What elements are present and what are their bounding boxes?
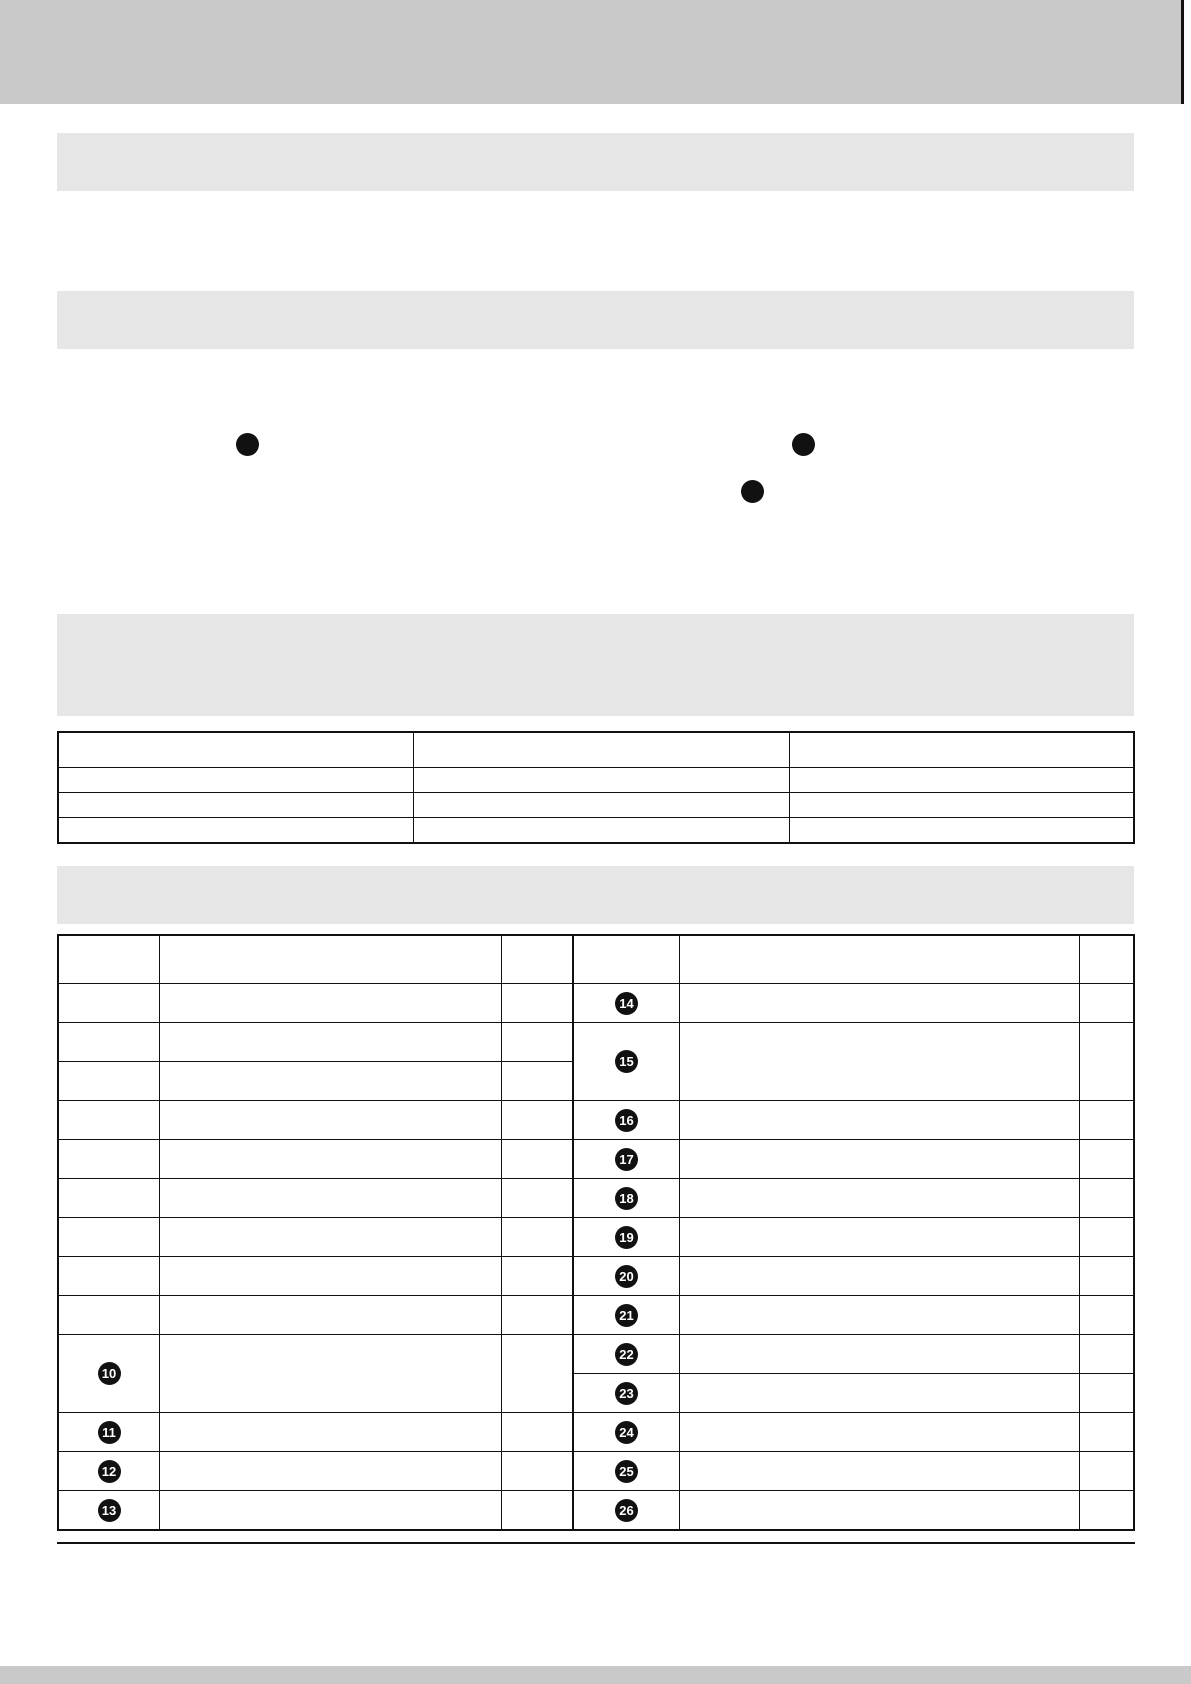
part-marker: 16 xyxy=(615,1109,638,1132)
table-row xyxy=(58,1023,1134,1062)
callout-dot xyxy=(792,433,815,456)
table-row xyxy=(58,984,1134,1023)
part-marker: 10 xyxy=(98,1362,121,1385)
table-row xyxy=(58,1413,1134,1452)
table-row xyxy=(58,818,1134,844)
table-row xyxy=(58,935,1134,984)
part-marker: 17 xyxy=(615,1148,638,1171)
table-row xyxy=(58,1140,1134,1179)
section-heading-3 xyxy=(57,614,1134,716)
footer-rule xyxy=(57,1542,1135,1544)
part-marker: 24 xyxy=(615,1421,638,1444)
part-marker: 26 xyxy=(615,1499,638,1522)
section-heading-4 xyxy=(57,866,1134,924)
part-marker: 23 xyxy=(615,1382,638,1405)
table-row xyxy=(58,793,1134,818)
part-marker: 12 xyxy=(98,1460,121,1483)
table-row xyxy=(58,732,1134,768)
section-heading-2 xyxy=(57,291,1134,349)
table-row xyxy=(58,1335,1134,1374)
part-marker: 14 xyxy=(615,992,638,1015)
section-heading-1 xyxy=(57,133,1134,191)
table-row xyxy=(58,1101,1134,1140)
spec-table xyxy=(57,731,1135,844)
table-row xyxy=(58,1452,1134,1491)
callout-dot xyxy=(741,480,764,503)
table-row xyxy=(58,1218,1134,1257)
part-marker: 22 xyxy=(615,1343,638,1366)
header-band xyxy=(0,0,1181,104)
parts-table xyxy=(57,934,1135,1531)
table-row xyxy=(58,1296,1134,1335)
part-marker: 25 xyxy=(615,1460,638,1483)
header-edge xyxy=(1181,0,1184,104)
table-row xyxy=(58,1491,1134,1531)
part-marker: 11 xyxy=(98,1421,121,1444)
callout-dot xyxy=(236,433,259,456)
part-marker: 13 xyxy=(98,1499,121,1522)
table-row xyxy=(58,768,1134,793)
part-marker: 20 xyxy=(615,1265,638,1288)
table-row xyxy=(58,1179,1134,1218)
footer-band xyxy=(0,1666,1191,1684)
part-marker: 15 xyxy=(615,1050,638,1073)
table-row xyxy=(58,1257,1134,1296)
part-marker: 19 xyxy=(615,1226,638,1249)
part-marker: 21 xyxy=(615,1304,638,1327)
part-marker: 18 xyxy=(615,1187,638,1210)
